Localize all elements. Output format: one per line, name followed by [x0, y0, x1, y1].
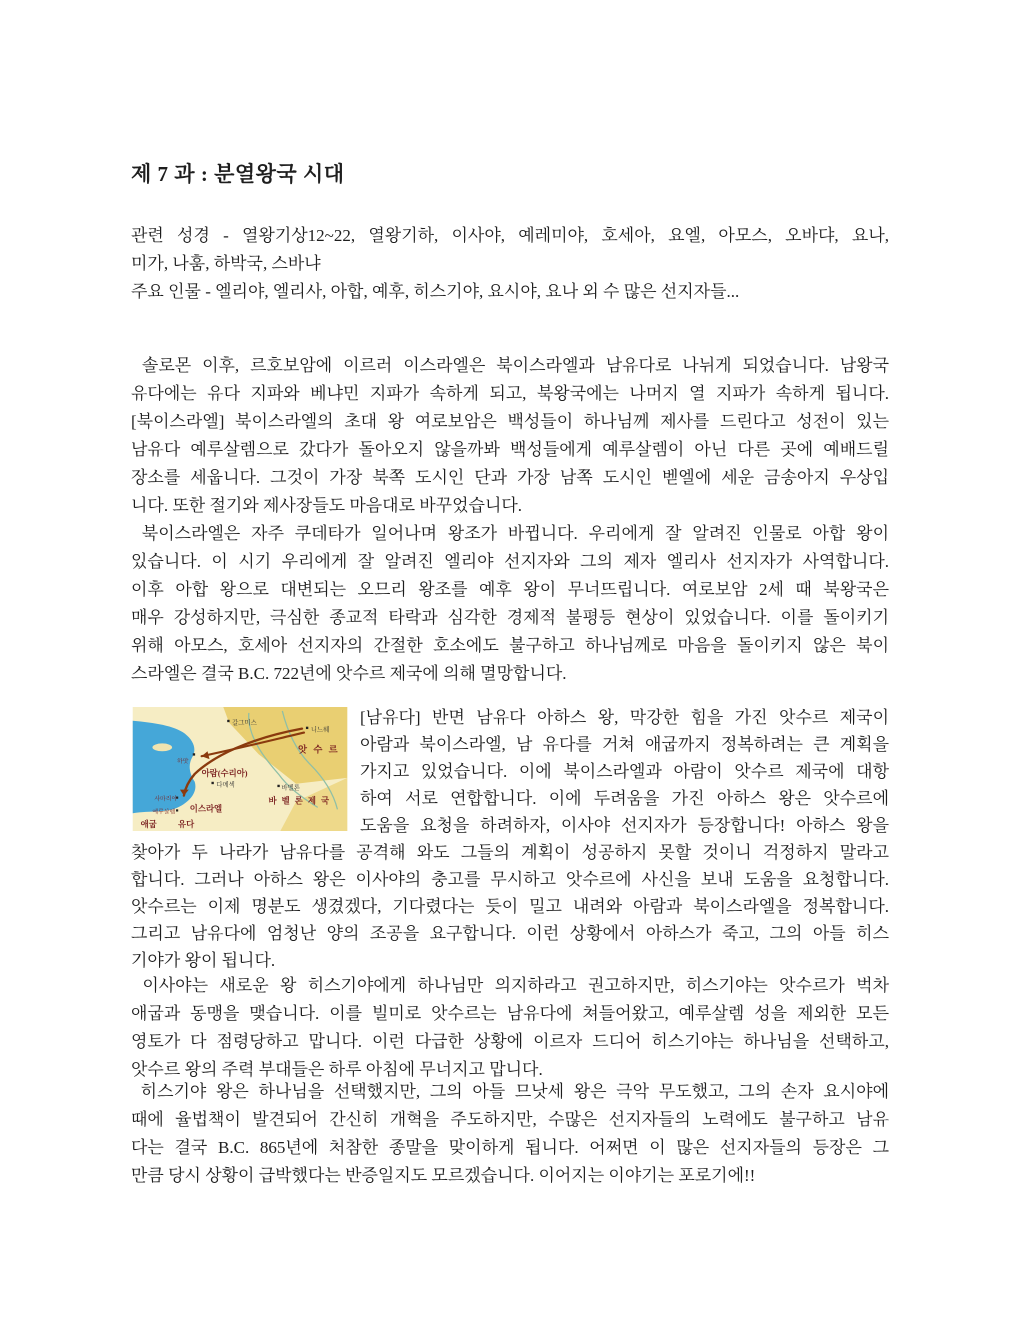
- paragraph-south-judah: [131, 704, 889, 974]
- text-line: 합니다. 그러나 아하스 왕은 이사야의 충고를 무시하고 앗수르에 사신을 보내 도움을 요청합니다.: [131, 870, 889, 889]
- text-line: 때에 율법책이 발견되어 간신히 개혁을 주도하지만, 수많은 선지자들의 노력에도 불구하고 남유: [131, 1110, 889, 1129]
- text-line: 찾아가 두 나라가 남유다를 공격해 와도 그들의 계획이 성공하지 못할 것이니 걱정하지 말라고: [131, 843, 889, 862]
- text-line: 도움을 요청을 하려하자, 이사야 선지자가 등장합니다! 아하스 왕을: [360, 816, 889, 835]
- text-line: 이후 아합 왕으로 대변되는 오므리 왕조를 예후 왕이 무너뜨립니다. 여로보암 2세 때 북왕국은: [131, 580, 889, 599]
- text-line: 있습니다. 이 시기 우리에게 잘 알려진 엘리야 선지자와 그의 제자 엘리사 선지자가 사역합니다.: [131, 552, 889, 571]
- text-line: 가지고 있었습니다. 이에 북이스라엘과 아람이 앗수르 제국에 대항: [360, 762, 889, 781]
- map-dot-hamath: [193, 753, 195, 755]
- text-line: 앗수르는 이제 명분도 생겼겠다, 기다렸다는 듯이 밀고 내려와 아람과 북이스라엘을 정복합니다.: [131, 897, 889, 916]
- text-line: 북이스라엘은 자주 쿠데타가 일어나며 왕조가 바뀝니다. 우리에게 잘 알려진 인물로 아합 왕이: [131, 524, 889, 543]
- paragraph-north-israel: [131, 352, 889, 688]
- assyria-invasion-map-illustration: [131, 707, 349, 831]
- text-line: 관련 성경 - 열왕기상12~22, 열왕기하, 이사야, 예레미야, 호세아, 요엘, 아모스, 오바댜, 요나,: [131, 226, 889, 245]
- map-label-babylon-empire: 바 벨 론 제 국: [268, 796, 331, 806]
- text-line: 기야가 왕이 됩니다.: [131, 951, 276, 970]
- map-cyprus-island: [152, 743, 172, 751]
- map-label-judah: 유다: [178, 820, 195, 830]
- paragraph-isaiah-hezekiah: [131, 972, 889, 1084]
- map-label-nineveh: 니느웨: [310, 726, 330, 734]
- text-line: 앗수르 왕의 주력 부대들은 하루 아침에 무너지고 맙니다.: [131, 1060, 543, 1079]
- text-line: 유다에는 유다 지파와 베냐민 지파가 속하게 되고, 북왕국에는 나머지 열 지파가 속하게 됩니다.: [131, 384, 889, 403]
- document-content: [131, 0, 889, 1320]
- paragraph-judah-fall: [131, 1078, 889, 1190]
- map-label-israel: 이스라엘: [189, 804, 223, 814]
- map-dot-damascus: [211, 782, 213, 784]
- map-dot-nineveh: [306, 727, 308, 729]
- map-label-egypt: 애굽: [140, 820, 157, 830]
- text-line: [북이스라엘] 북이스라엘의 초대 왕 여로보암은 백성들이 하나님께 제사를 드린다고 성전이 있는: [131, 412, 889, 431]
- map-label-samaria: 사마리아: [154, 796, 178, 803]
- bible-history-map: [131, 707, 349, 831]
- text-line: 다는 결국 B.C. 865년에 처참한 종말을 맞이하게 됩니다. 어쩌면 이 많은 선지자들의 등장은 그: [131, 1138, 889, 1157]
- intro-paragraph: [131, 222, 889, 306]
- text-line: [남유다] 반면 남유다 아하스 왕, 막강한 힘을 가진 앗수르 제국이: [360, 708, 889, 727]
- page-title: 제 7 과 : 분열왕국 시대: [131, 162, 345, 186]
- map-label-assyria: 앗 수 르: [298, 745, 340, 756]
- text-line: 주요 인물 - 엘리야, 엘리사, 아합, 예후, 히스기야, 요시야, 요나 외 수 많은 선지자들...: [131, 282, 740, 301]
- text-line: 미가, 나훔, 하박국, 스바냐: [131, 254, 321, 273]
- text-line: 니다. 또한 절기와 제사장들도 마음대로 바꾸었습니다.: [131, 496, 523, 515]
- text-line: 이사야는 새로운 왕 히스기야에게 하나님만 의지하라고 권고하지만, 히스기야는 앗수르가 벅차: [131, 976, 889, 995]
- text-line: 그리고 남유다에 엄청난 양의 조공을 요구합니다. 이런 상황에서 아하스가 죽고, 그의 아들 히스: [131, 924, 889, 943]
- text-line: 남유다 예루살렘으로 갔다가 돌아오지 않을까봐 백성들에게 예루살렘이 아닌 다른 곳에 예배드릴: [131, 440, 889, 459]
- text-line: 히스기야 왕은 하나님을 선택했지만, 그의 아들 므낫세 왕은 극악 무도했고, 그의 손자 요시야에: [131, 1082, 889, 1101]
- text-line: 하여 서로 연합합니다. 이에 두려움을 가진 아하스 왕은 앗수르에: [360, 789, 889, 808]
- text-line: 스라엘은 결국 B.C. 722년에 앗수르 제국에 의해 멸망합니다.: [131, 664, 567, 683]
- map-label-damascus: 다메섹: [216, 781, 235, 789]
- map-label-jerusalem: 예루살렘: [152, 809, 176, 816]
- map-label-hamath: 하맛: [177, 759, 189, 766]
- map-fullwidth-text: [131, 839, 889, 974]
- map-label-aram: 아람(수리아): [201, 768, 248, 778]
- map-dot-babylon: [277, 785, 279, 787]
- text-line: 만큼 당시 상황이 급박했다는 반증일지도 모르겠습니다. 이어지는 이야기는 포로기에!!: [131, 1166, 756, 1185]
- map-dot-jerusalem: [176, 809, 178, 811]
- text-line: 장소를 세웁니다. 그것이 가장 북쪽 도시인 단과 가장 남쪽 도시인 벧엘에 세운 금송아지 우상입: [131, 468, 889, 487]
- map-label-carchemish: 갈그미스: [232, 719, 257, 727]
- text-line: 영토가 다 점령당하고 맙니다. 이런 다급한 상황에 이르자 드디어 히스기야는 하나님을 선택하고,: [131, 1032, 889, 1051]
- text-line: 아람과 북이스라엘, 남 유다를 거쳐 애굽까지 정복하려는 큰 계획을: [360, 735, 889, 754]
- text-line: 매우 강성하지만, 극심한 종교적 타락과 심각한 경제적 불평등 현상이 있었습니다. 이를 돌이키기: [131, 608, 889, 627]
- text-line: 애굽과 동맹을 맺습니다. 이를 빌미로 앗수르는 남유다에 쳐들어왔고, 예루살렘 성을 제외한 모든: [131, 1004, 889, 1023]
- text-line: 위해 아모스, 호세아 선지자의 간절한 호소에도 불구하고 하나님께로 마음을 돌이키지 않은 북이: [131, 636, 889, 655]
- text-line: 솔로몬 이후, 르호보암에 이르러 이스라엘은 북이스라엘과 남유다로 나뉘게 되었습니다. 남왕국: [131, 356, 889, 375]
- map-dot-carchemish: [227, 720, 229, 722]
- map-label-babylon-city: 바벨론: [281, 784, 300, 792]
